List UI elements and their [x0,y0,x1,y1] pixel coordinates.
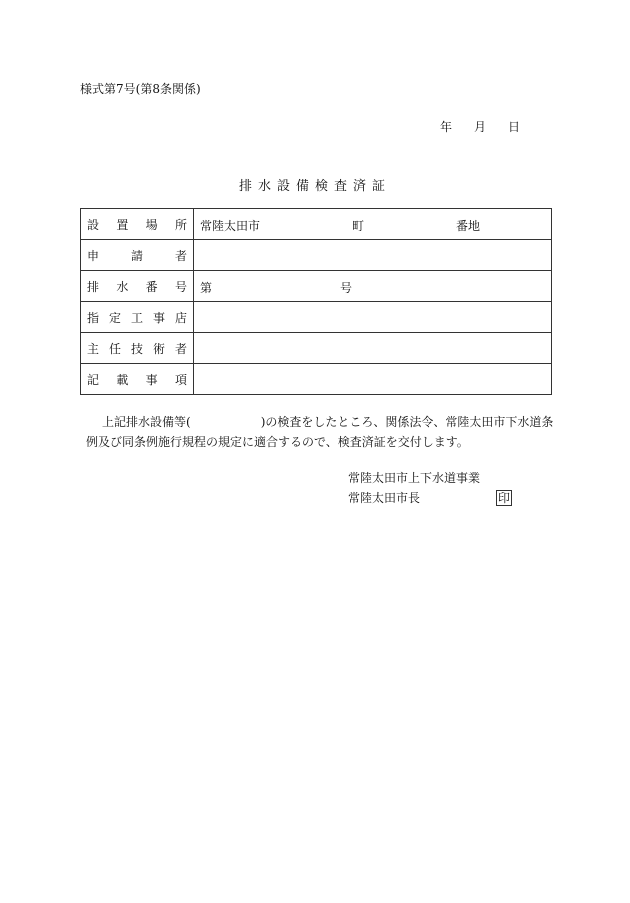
date-day: 日 [508,120,521,134]
date-month: 月 [474,120,487,134]
label-char: 任 [108,341,121,356]
row-label-drain-number [81,271,194,302]
label-char: 主 [87,341,100,356]
row-label-applicant [81,240,194,271]
row-label-chief-engineer [81,333,194,364]
label-char: 者 [174,341,187,356]
label-char: 工 [130,310,143,325]
issuer-mayor-line [348,488,512,508]
seal-mark: 印 [498,491,511,505]
statement-part-b: )の検査をしたところ、関係法令、常陸太田市下水道条 [260,415,554,429]
label-char: 店 [174,310,187,325]
table-row [81,302,552,333]
row-label-notes [81,364,194,395]
label-char: 水 [116,279,129,294]
statement-part-a: 上記排水設備等( [102,415,191,429]
label-char: 置 [116,217,129,232]
label-char: 申 [87,248,100,263]
label-char: 記 [87,372,100,387]
table-row [81,271,552,302]
row-value-notes[interactable] [194,364,552,395]
issuer-mayor: 常陸太田市長 [348,491,421,505]
statement-line-2: 例及び同条例施行規程の規定に適合するので、検査済証を交付します。 [86,435,469,449]
table-row [81,364,552,395]
table-row [81,240,552,271]
table-row [81,209,552,240]
location-town: 町 [352,219,365,233]
issuer-organization: 常陸太田市上下水道事業 [348,471,481,485]
label-char: 指 [87,310,100,325]
label-char: 事 [152,310,165,325]
table-row [81,333,552,364]
row-value-drain-number[interactable] [194,271,552,302]
date-line [440,118,520,135]
drain-number-suffix: 号 [340,281,353,295]
issuer-block [348,468,512,508]
label-char: 事 [145,372,158,387]
date-year: 年 [440,120,453,134]
label-char: 設 [87,217,100,232]
row-label-contractor [81,302,194,333]
label-char: 者 [174,248,187,263]
row-value-location[interactable] [194,209,552,240]
drain-number-prefix: 第 [200,281,213,295]
form-number: 様式第7号(第8条関係) [80,82,201,96]
row-label-location [81,209,194,240]
label-char: 定 [108,310,121,325]
label-char: 請 [130,248,143,263]
document-title: 排水設備検査済証 [238,179,391,194]
label-char: 排 [87,279,100,294]
label-char: 項 [174,372,187,387]
label-char: 載 [116,372,129,387]
statement-line-1 [86,412,556,432]
certification-statement [86,412,556,452]
label-char: 号 [174,279,187,294]
inspection-info-table [80,208,552,395]
label-char: 技 [130,341,143,356]
location-lot: 番地 [456,219,481,233]
location-city: 常陸太田市 [200,219,261,233]
label-char: 場 [145,217,158,232]
label-char: 術 [152,341,165,356]
label-char: 所 [174,217,187,232]
row-value-chief-engineer[interactable] [194,333,552,364]
row-value-contractor[interactable] [194,302,552,333]
row-value-applicant[interactable] [194,240,552,271]
label-char: 番 [145,279,158,294]
